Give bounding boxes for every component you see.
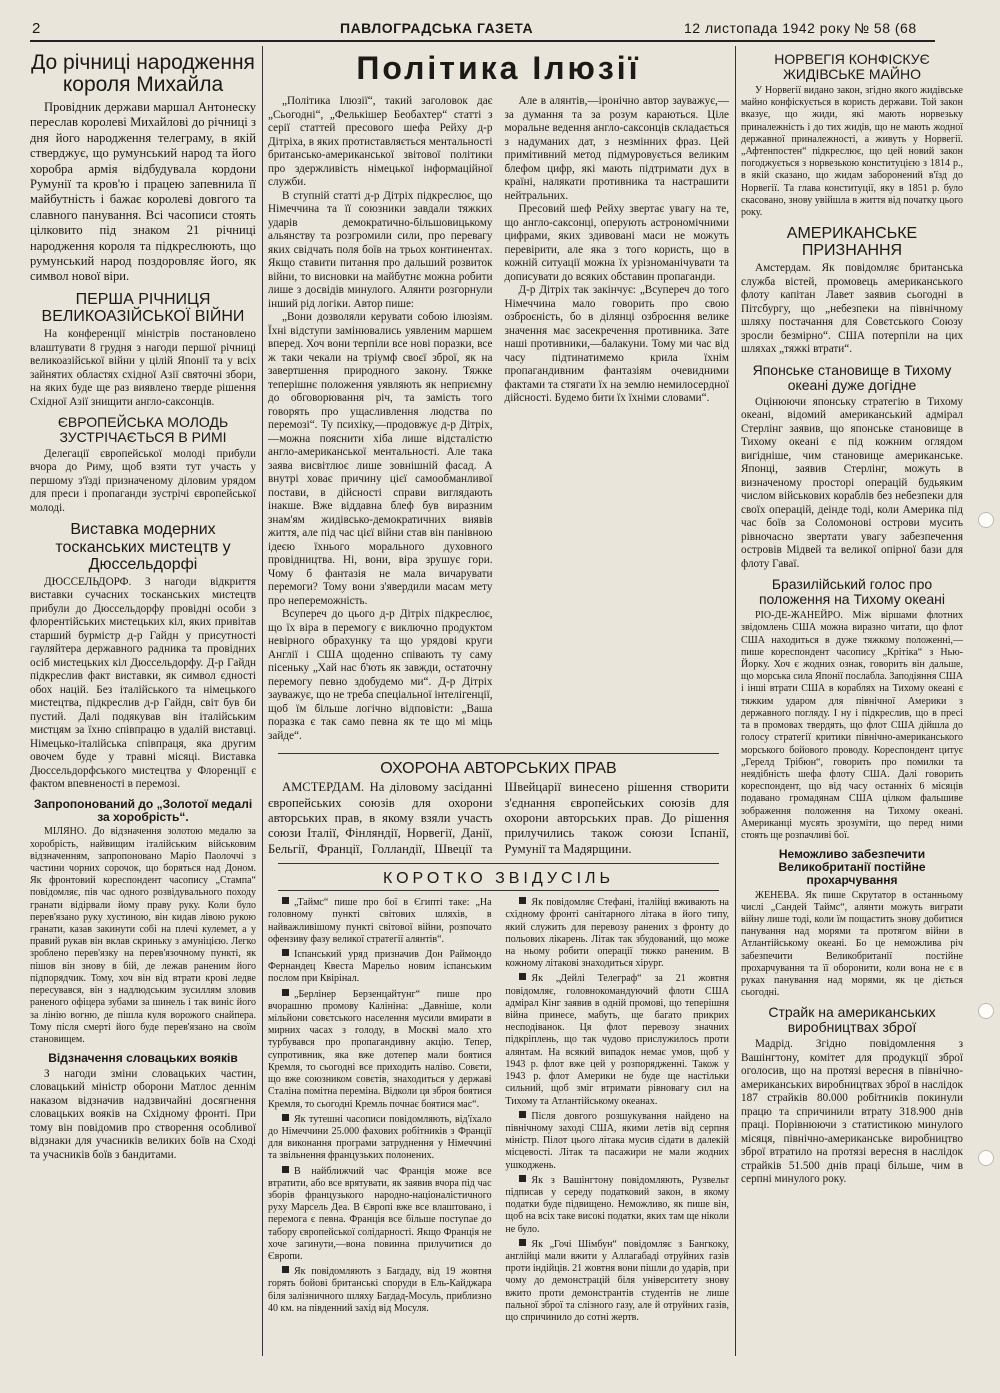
article-body: Мадрід. Згідно повідомлення з Вашінгтону, комітет для продукції зброї оголосив, що на протязі вересня в північно-американських виробництвах зброї в наслідок 187 страйків 80.000 робітників покинули працю та спричинили втрату 318.900 днів праці. Порівнюючи з статистикою минулого місяця, північно-американське виробництво зброї втратило на протязі вересня в наслідок страйків 51.500 днів праці більше, чим в серпні минулого року. bbox=[741, 1038, 963, 1186]
page-header bbox=[30, 18, 935, 42]
brief-item: Як з Вашінгтону повідомляють, Рузвельт підписав у середу податковий закон, в якому податки буде підвищено. Неможливо, як пише він, щоб на всіх таке високі податки, яких там ще ніколи не було. bbox=[505, 1174, 729, 1235]
lead-article-body: „Політика Ілюзії“, такий заголовок дає „Сьогодні“, „Фелькішер Беобахтер“ статті з серії статтей пресового шефа Рейху д-р Дітріха, в яких протиставляється ментальності британсько-американської звітової політики про здержливість німецької інформаційної служби. В ступній статті д-р Дітріх підкреслює, що Німеччина та її союзники завдали тяжких ударів демократично-більшовицькому альянству та розгромили сили, про перевагу яких свідчать поля боїв на трьох континентах. Якщо ставити питання про дальший розвиток війни, то висновки на майбутнє можна робити лише з досвідів минулого. Алянти розгорнули інший рід логіки. Автор пише: „Вони дозволяли керувати собою ілюзіям. Їхні відступи замінювались уявленим маршем вперед. Хоч вони терпіли все нові поразки, все ж таки чекали на тріумф своєї зброї, як на завертшення природного закону. Тяжке теперішнє положення уявляють як неприємну до обговорювання річ, та замість того говорять про ущасливлення людства по перемозі“. Ту психіку,—продовжує д-р Дітріх,—можна пояснити хіба лише відсталістю англо-американської ментальності. Але така заява висвітлює лише зовнішній фасад. А внутрі ховає причину цієї самообманливої постави, в дійсності справи виглядають інакше. Вже віддавна блеф був виразним знам'ям жидівсько-демократичних виявів життя, але під час цієї війни став він панівною ідеєю їхнього морального духовного провідництва. Ні, вони, віра зрушує гори. Чому б фантазія не мала вичарувати перемоги? Тому вони з'явердили масам мету про непереможність. Всупереч до цього д-р Дітріх підкреслює, що їх віра в перемогу є виключно продуктом невірного обрахунку та що урядові круги Англії і США щоденно співають ту саму пісеньку „Хай нас б'ють як завжди, остаточну перемогу певно здобудемо ми“. Д-р Дітріх зауважує, що не треба спеціальної інтелігенції, щоб їм більше логічно відповісти: „Ваша поразка є так само певна як те що мі міць зайде“. Але в алянтів,—іронічно автор зауважує,—за думання та за розум караються. Ціле моральне ведення англо-саксонців складається з надуманих дат, з незмінних фраз. Цей примітивний метод підмуровується великим блефом цифр, які мають підтримати дух в країні, налякати противника та настрашити нейтральних. Пресовий шеф Рейху звертає увагу на те, що англо-саксонці, оперують астрономічними цифрами, яких здивовані маси не можуть перевірити, але яка з того користь, що в кожній ситуації можна їх урізноманічувати та дописувати до всяких обставин пропаганди. Д-р Дітріх так закінчує: „Всупереч до того Німеччина мало говорить про свою озброєність, бо в ділянці озброєння велике значення має засекречення противника. Зате наші противники,—балакуни. Тому ми час від часу підтинатимемо крила їхнім пропагандивним фантазіям очевидними фактами та стягати їх на землю немилосердної дійсності. Будемо бити їх їхніми словами“. bbox=[268, 95, 729, 742]
article-headline: Неможливо забезпечити Великобританії постійне прохарчування bbox=[778, 847, 926, 887]
article-headline: До річниці народження короля Михайла bbox=[31, 51, 255, 97]
article-body: Делегації європейської молоді прибули вчора до Риму, щоб взяти тут участь у першому з'їзді призначеному діловим урядом для преси і пропаганди зустрічі європейської молоді. bbox=[30, 447, 256, 514]
article-body: Оцінюючи японську стратегію в Тихому океані, відомий американський адмірал Стерлінг заявив, що японське становище в Тихому океані є під кожним оглядом вигідніше, чим становище американське. Японці, заявив Стерлінг, можуть в визначеному просторі операцій будьяким числом військових кораблів без небезпеки для своїх операцій, деінде тоді, коли Америка під час боїв за Соломонові острови мусить рівночасно звертати увагу забезпечення островів Мідвей та великої опірної бази для флоту Гаваї. bbox=[741, 395, 963, 570]
brief-item: „Берлінер Берзенцайтунг“ пише про вчорашню промову Калініна: „Давніше, коли мільйони совєтського населення мусили вмирати в мирних часах з голоду, в Москві мало хто турбувався про пропагандивну акцію. Тепер, супротивник, яка вже дотепер мали боятися Кремля, то сьогодні все приходить наліво. Совєти, що вже союзником совєтів, знаходиться у державі Сталіна помітна переміна. Відколи ця зброя боятися Кремля, то сьогодні Кремль почнає боятися мас“. bbox=[268, 988, 492, 1110]
article-headline: Страйк на американських виробництвах зброї bbox=[768, 1004, 936, 1036]
newspaper-name: ПАВЛОГРАДСЬКА ГАЗЕТА bbox=[340, 20, 534, 36]
article-body: З нагоди зміни словацьких частин, словацький міністр оборони Матлос деннім наказом відзначив надзвичайні досягнення словацьких вояків на Східному фронті. При тому він повідомив про створення особливої відзнаки для учасників великих боїв на Сході та учасників боїв з бандитами. bbox=[30, 1067, 256, 1161]
section-rule bbox=[278, 753, 719, 754]
right-column bbox=[741, 46, 963, 1358]
page-number: 2 bbox=[32, 20, 41, 37]
article-headline: ОХОРОНА АВТОРСЬКИХ ПРАВ bbox=[380, 760, 617, 777]
section-rule bbox=[278, 863, 719, 864]
brief-item: Як повідомляють з Багдаду, від 19 жовтня горять бойові британські споруди в Ель-Кайджара біля залізничного шляху Багдад-Мосуль, приблизно 40 км. на південний захід від Мосуля. bbox=[268, 1266, 492, 1314]
article-headline: Виставка модерних тосканських мистецтв у Дюссельдорфі bbox=[55, 521, 231, 573]
article-headline: Японське становище в Тихому океані дуже догідне bbox=[752, 361, 952, 393]
brief-item: „Таймс“ пише про бої в Єгипті таке: „На головному пункті світових шляхів, в найважливішому пункті світової війни, розпочато офензиву фазу великої стратегії алянтів“. bbox=[268, 897, 492, 945]
middle-column bbox=[268, 46, 729, 1358]
brief-item: Як повідомляє Стефані, італійці вживають на східному фронті санітарного літака в його типу, який служить для перевозу ранених з фронту до польових лікарень. Літак так збудований, що може на ньому робити операції тяжко раненим. В кожному літакові знаходиться хірург. bbox=[505, 897, 729, 970]
section-heading: КОРОТКО ЗВІДУСІЛЬ bbox=[382, 870, 615, 888]
issue-date: 12 листопада 1942 року bbox=[684, 20, 851, 36]
lead-headline: Політика Ілюзії bbox=[356, 50, 641, 86]
article-body: АМСТЕРДАМ. На діловому засіданні європейських союзів для охорони авторських прав, в якому взяли участь союзи Італії, Фінляндії, Норвегії, Данії, Бельгії, Франції, Голландії, Швеції та Швейцарії винесено рішення створити з'єднання європейських союзів для охорони авторських прав. До рішення прилучились також союзи Іспанії, Румунії та Мадярщини. bbox=[268, 780, 729, 856]
briefs-column-left bbox=[268, 897, 492, 1327]
article-headline: ЄВРОПЕЙСЬКА МОЛОДЬ ЗУСТРІЧАЄТЬСЯ В РИМІ bbox=[57, 414, 229, 445]
issue-number: № 58 (68 bbox=[854, 20, 917, 36]
article-body: МІЛЯНО. До відзначення золотою медалю за хоробрість, найвищим італійським військовим відзначенням, запропоновано Маріо Паолоччі з частини чорних сорочок, що боряться над Доном. Як фронтовий кореспондент часопису „Стампа“ повідомляє, пів час одного розвідувального походу гранати відірвали йому праву руку. Коли було перев'язано руку хустиною, він кидав лівою рукою гранати, казав закинути собі на плечі кулемет, а у правий рукав він вклав скриньку з амуніцією. Легко зроблено перев'язку на перев'язочному пункті, як пішов він знову в бій, де лежав раненим його підпорядчик. Тому, хоч він від втрати крові ледве пересувався, він з надлюдським зусиллям зловив раненого офіцера зубами за шинель і так виніс його за лінію вогню, де пішла куля ворожого снайпера. Тому після смерті його буде перев'язано на своїм становищем. bbox=[30, 826, 256, 1045]
brief-item: Після довгого розшукування найдено на північному заході США, якими летів від серпня міністр. Пілот цього літака мусив сідати в далекій місцевості. Літак та пасажири не мали жодних ушкоджень. bbox=[505, 1110, 729, 1171]
brief-item: Як „Гочі Шімбун“ повідомляє з Бангкоку, англійці мали вжити у Аллагабаді отруйних газів проти індійців. 21 жовтня вони пішли до ударів, при чому до демонстрацій біля університету знову вжито проти демонстрантів студентів не лише пальної зброї та слізного газу, але й отруйних газів, що спричинило до сотні жертв. bbox=[505, 1238, 729, 1323]
binder-hole bbox=[978, 1003, 994, 1019]
news-briefs bbox=[268, 897, 729, 1327]
article-body: РІО-ДЕ-ЖАНЕЙРО. Між віршами флотних звідомлень США можна виразно читати, що флот США находиться в дуже тяжкому положенні,—пише кореспондент часопису „Крітіка“ з Нью-Йорку. Хоч є жодних ознак, говорить він дальше, що морська сила Японії послабла. Заподіяння США і інші втрати США в кораблях на Тихому океані є тяжким ударом для північної Америки з державного погляду. І ну і підкреслив, що в пресі та в промовах твердять, що флот США дійшла до голосу стратегії критики північно-американського морського бойового проводу. Кореспондент цитує „Герелд Трібюн“, говорить про помилки та неядібність шефа флоту США. Далі говорить кореспондент, що від часу останніх 6 місяців подавано громадянам США цілком фальшиве зображення положення на Тихому океані. Американці мусять зрозуміти, що перед ними стоять ще розпачливі бої. bbox=[741, 610, 963, 841]
column-divider bbox=[262, 46, 263, 1356]
article-headline: Відзначення словацьких вояків bbox=[48, 1051, 238, 1066]
binder-hole bbox=[978, 512, 994, 528]
article-headline: Запропонований до „Золотої медалі за хоробрість“. bbox=[33, 796, 253, 824]
article-body: ЖЕНЕВА. Як пише Скрутатор в останньому числі „Сандей Таймс“, алянти можуть виграти війну лише тоді, коли їм пощастить знову добитися панування над морями та протягом війни в Атлантійському океані. Бо це неможлива річ забезпечити Великобританії постійне прохарчування та її оборонити, коли вона не є в руках панування над морями, як це діється сьогодні. bbox=[741, 889, 963, 999]
article-headline: Бразилійський голос про положення на Тихому океані bbox=[758, 576, 946, 608]
brief-item: Як тутешні часописи повідомляють, від'їхало до Німеччини 25.000 фахових робітників з Франції для виконання програми затруднення у Німеччині та звільнення французьких полонених. bbox=[268, 1113, 492, 1162]
article-body: Амстердам. Як повідомляє британська служба вістей, промовець американського флоту капітан Лавет заявив сьогодні в Пітсбургу, що „небезпеки на північному шляху постачання для Совєтського Союзу зросли безмірно“. США потерпіли на цих шляхах „тяжкі втрати“. bbox=[741, 262, 963, 356]
article-headline: НОРВЕГІЯ КОНФІСКУЄ ЖИДІВСЬКЕ МАЙНО bbox=[774, 51, 930, 82]
article-body: Провідник держави маршал Антонеску переслав королеві Михайлові до річниці з дня його народження телеграму, в якій стверджує, що румунський народ та його хоробра армія відбудувала кордони Румунії та кров'ю і працею запевнила її майбутність і бажає королеві довгого та славного панування. Всі часописи стоять цілковито під знаком 21 річниці народження короля та підкреслюють, що румунський народ поздоровляє його, як символ нової віри. bbox=[30, 99, 256, 284]
briefs-column-right bbox=[505, 897, 729, 1327]
brief-item: Як „Дейлі Телеграф“ за 21 жовтня повідомляє, головнокомандуючий флоти США адмірал Кінг заявив в одній промові, що теперішня війна принесе, мабуть, ще багато прикрих несподіванок. Ця флот перевозу значних підкріплень, що так чудово прислужилось проти алянтам. На всякий випадок немає умов, щоб у 1943 р. флот вже цей у розпорядженні. Також у 1943 р. флот Америки не буде ще настільки сильний, щоб зміг втримати рівновагу сил на Тихому та Атлантійському океанах. bbox=[505, 973, 729, 1107]
left-column bbox=[30, 46, 256, 1358]
article-headline: ПЕРША РІЧНИЦЯ ВЕЛИКОАЗІЙСЬКОЇ ВІЙНИ bbox=[41, 290, 245, 325]
column-divider bbox=[735, 46, 736, 1356]
section-rule bbox=[278, 890, 719, 891]
brief-item: В найближчий час Франція може все втратити, або все врятувати, як заявив вчора під час зборів французького народно-націоналістичного руху Марсель Деа. В Європі вже все влаштовано, і перемога є певна. Франція все більше поступае до табору європейської солідарності. Якщо Франція не хоче загинути,—вона повинна прилучитися до Європи. bbox=[268, 1165, 492, 1262]
brief-item: Іспанський уряд призначив Дон Раймондо Фернандец Квеста Марельо новим іспанським послом при Квірінал. bbox=[268, 949, 492, 985]
article-headline: АМЕРИКАНСЬКЕ ПРИЗНАННЯ bbox=[786, 225, 918, 260]
article-body: У Норвегії видано закон, згідно якого жидівське майно конфіскується в користь держави. Той закон вказує, що жиди, які мають норвезьку приналежність і до тих жидів, що не мають жодної державної приналежності, а живуть у Норвегії. „Афтенпостен“ підкреслює, що цей новий закон погоджується з норвезькою конституцією з 1814 р., в якій сказано, що жидам заборонений в'їзд до Норвегії. Та глава конституції, яку в 1851 р. було скасовано, знову увійшла в життя від початку цього року. bbox=[741, 84, 963, 218]
article-body: На конференції міністрів постановлено влаштувати 8 грудня з нагоди першої річниці великоазійської війни у цілій Японії та у всіх зайнятих областях східної Азії святочні збори, на яких буде ще раз виявлено тверде рішення Східної Азії знищити англо-саксонців. bbox=[30, 328, 256, 408]
article-body: ДЮССЕЛЬДОРФ. З нагоди відкриття виставки сучасних тосканських мистецтв прибули до Дюссельдорфу провідні особи з флорентійських мистецьких кіл, яких привітав старший бурмістр д-р Гайдн у присутності гауляйтера державного радника та провідних осіб мистецьких кіл Дюссельдорфу. Д-р Гайдн підкреслив факт виставки, як символ єдності обох націй. Без італійського та німецького мистецтва, підкреслив д-р Гайдн, світ був би пустий. Далі подякував він італійським мистцям за їхню співпрацю в удалій виставці. Німецько-італійська співпраця, яка другим овочем буде у травні місяці. Виставка Дюссельдорфського мистецтва у Флоренції є фактом впевненості в перемозі. bbox=[30, 575, 256, 791]
binder-hole bbox=[978, 1150, 994, 1166]
